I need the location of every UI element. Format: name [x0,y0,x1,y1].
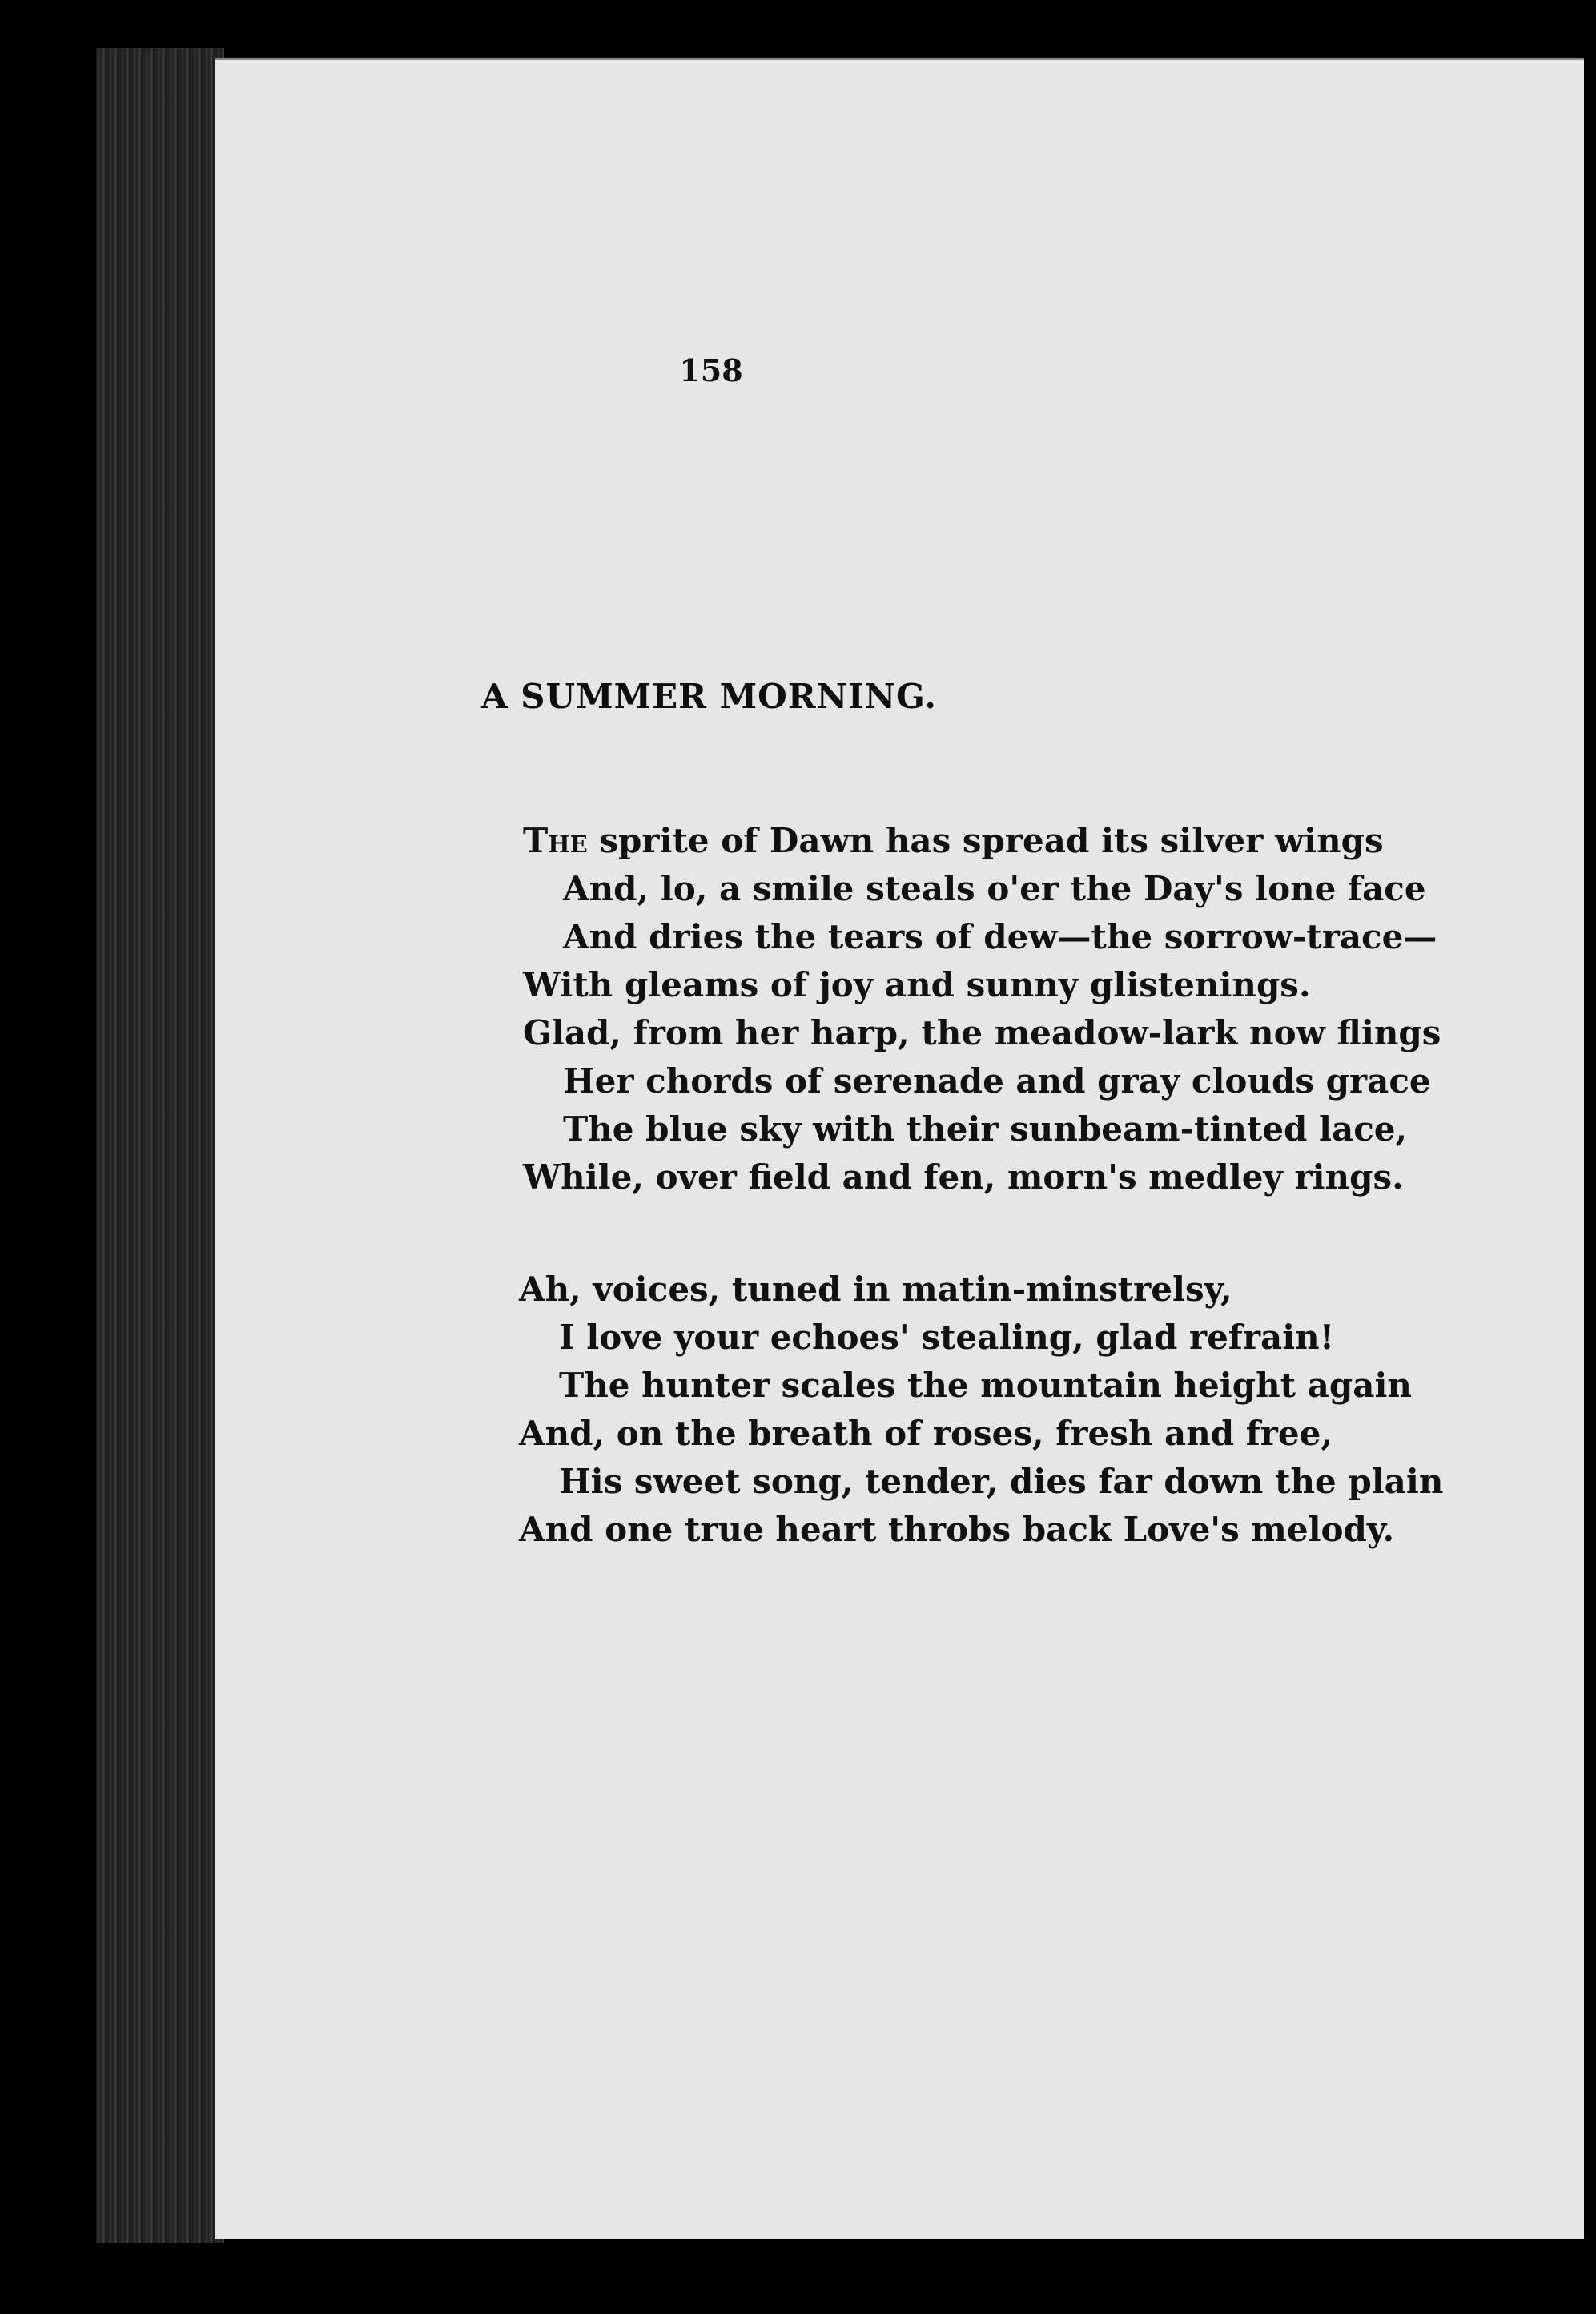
poem-line: With gleams of joy and sunny glistenings. [523,965,1311,1004]
poem-line: The blue sky with their sunbeam-tinted lace, [563,1109,1408,1149]
poem-line: And, on the breath of roses, fresh and free, [519,1414,1333,1453]
poem-line [523,817,1596,865]
poem-line: Glad, from her harp, the meadow-lark now flings [523,1013,1441,1052]
poem-first-word: The [523,821,588,860]
poem-line: I love your echoes' stealing, glad refrain! [559,1318,1335,1357]
book-page-edges [96,48,224,2243]
poem-line: And dries the tears of dew—the sorrow-trace— [563,917,1437,956]
poem-title: A SUMMER MORNING. [480,677,938,716]
poem-line-text: sprite of Dawn has spread its silver wings [599,821,1384,860]
poem-line: And, lo, a smile steals o'er the Day's lone face [563,869,1426,908]
poem-line: While, over field and fen, morn's medley rings. [523,1157,1404,1197]
poem-line: Ah, voices, tuned in matin-minstrelsy, [519,1270,1232,1309]
poem-line: The hunter scales the mountain height again [559,1366,1412,1405]
poem-line: His sweet song, tender, dies far down the plain [559,1462,1444,1501]
poem-line: Her chords of serenade and gray clouds grace [563,1061,1431,1101]
page-number: 158 [679,352,743,388]
poem-line: And one true heart throbs back Love's melody. [519,1510,1395,1549]
book-page [215,58,1584,2239]
